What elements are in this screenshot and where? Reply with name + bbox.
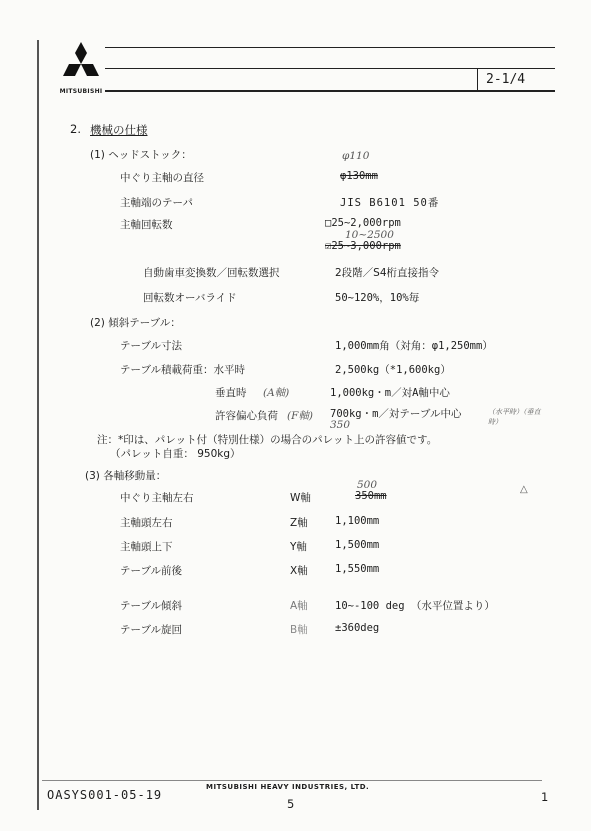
section-number: 2. [70, 122, 81, 136]
spindle-speed-option-1: □25~2,000rpm [325, 217, 401, 229]
spindle-speed-option-2: ☑25~3,000rpm [325, 240, 401, 252]
logo-text: MITSUBISHI [59, 88, 103, 95]
header-rule-mid [105, 68, 555, 69]
x-axis-label: X軸 [290, 565, 308, 577]
spindle-speed-handwritten: 10~2500 [345, 229, 394, 241]
axes-label: (3) 各軸移動量： [85, 470, 167, 482]
company-logo [57, 40, 105, 95]
footer-doc-code: OASYS001-05-19 [47, 788, 163, 802]
table-load-name: テーブル積載荷重：水平時 [120, 364, 246, 376]
spindle-diameter-value: φ130mm [340, 170, 378, 182]
eccentric-load-handwritten: (F軸) [287, 410, 313, 422]
triangle-mark-icon: △ [520, 484, 528, 495]
z-axis-value: 1,100mm [335, 515, 380, 527]
w-axis-label: W軸 [290, 492, 311, 504]
vertical-load-handwritten: (A軸) [263, 387, 290, 399]
spindle-diameter-name: 中ぐり主軸の直径 [120, 172, 204, 184]
y-axis-label: Y軸 [290, 541, 307, 553]
section-title: 機械の仕様 [90, 123, 148, 137]
a-axis-label: A軸 [290, 600, 308, 612]
w-axis-value: 350mm [355, 490, 387, 502]
y-axis-name: 主軸頭上下 [120, 541, 173, 553]
z-axis-name: 主軸頭左右 [120, 517, 173, 529]
footer-rule [42, 780, 542, 781]
table-load-value: 2,500kg（*1,600kg） [335, 364, 451, 376]
b-axis-name: テーブル旋回 [120, 624, 183, 636]
eccentric-load-value: 700kg・m／対テーブル中心 [330, 408, 462, 420]
binding-line [37, 40, 39, 810]
a-axis-value: 10~-100 deg （水平位置より） [335, 600, 495, 612]
table-note-1: 注：*印は、パレット付（特別仕様）の場合のパレット上の許容値です。 [97, 434, 438, 446]
footer-company: MITSUBISHI HEAVY INDUSTRIES, LTD. [206, 783, 370, 791]
table-label: (2) 傾斜テーブル： [90, 317, 181, 329]
a-axis-name: テーブル傾斜 [120, 600, 183, 612]
three-diamonds-icon [57, 40, 105, 84]
headstock-label: (1) ヘッドストック： [90, 149, 192, 161]
x-axis-value: 1,550mm [335, 563, 380, 575]
table-size-value: 1,000mm角（対角：φ1,250mm） [335, 340, 493, 352]
page-reference: 2-1/4 [486, 72, 526, 87]
eccentric-load-handwritten-2: 350 [330, 419, 351, 431]
b-axis-label: B軸 [290, 624, 308, 636]
spindle-diameter-handwritten: φ110 [342, 150, 370, 162]
vertical-load-name: 垂直時 [215, 387, 247, 399]
header-rule-top [105, 47, 555, 48]
footer-center-page: 5 [287, 797, 295, 811]
gear-change-value: 2段階／S4桁直接指令 [335, 267, 440, 279]
eccentric-load-margin-note: （水平時）（垂直時） [488, 408, 541, 426]
eccentric-load-name: 許容偏心負荷 [215, 410, 278, 422]
speed-override-value: 50~120%，10%毎 [335, 292, 420, 304]
z-axis-label: Z軸 [290, 517, 308, 529]
x-axis-name: テーブル前後 [120, 565, 183, 577]
header-ref-divider [477, 68, 478, 90]
spindle-taper-value: JIS B6101 50番 [340, 197, 440, 209]
spindle-speed-name: 主軸回転数 [120, 219, 173, 231]
table-size-name: テーブル寸法 [120, 340, 183, 352]
w-axis-name: 中ぐり主軸左右 [120, 492, 194, 504]
gear-change-name: 自動歯車変換数／回転数選択 [143, 267, 280, 279]
vertical-load-value: 1,000kg・m／対A軸中心 [330, 387, 450, 399]
y-axis-value: 1,500mm [335, 539, 380, 551]
footer-right-page: 1 [541, 790, 549, 804]
header-rule-bottom [105, 90, 555, 92]
w-axis-handwritten: 500 [357, 479, 378, 491]
b-axis-value: ±360deg [335, 622, 380, 634]
table-note-2: （パレット自重： 950kg） [110, 448, 241, 460]
spindle-taper-name: 主軸端のテーパ [120, 197, 193, 209]
speed-override-name: 回転数オーバライド [143, 292, 237, 304]
